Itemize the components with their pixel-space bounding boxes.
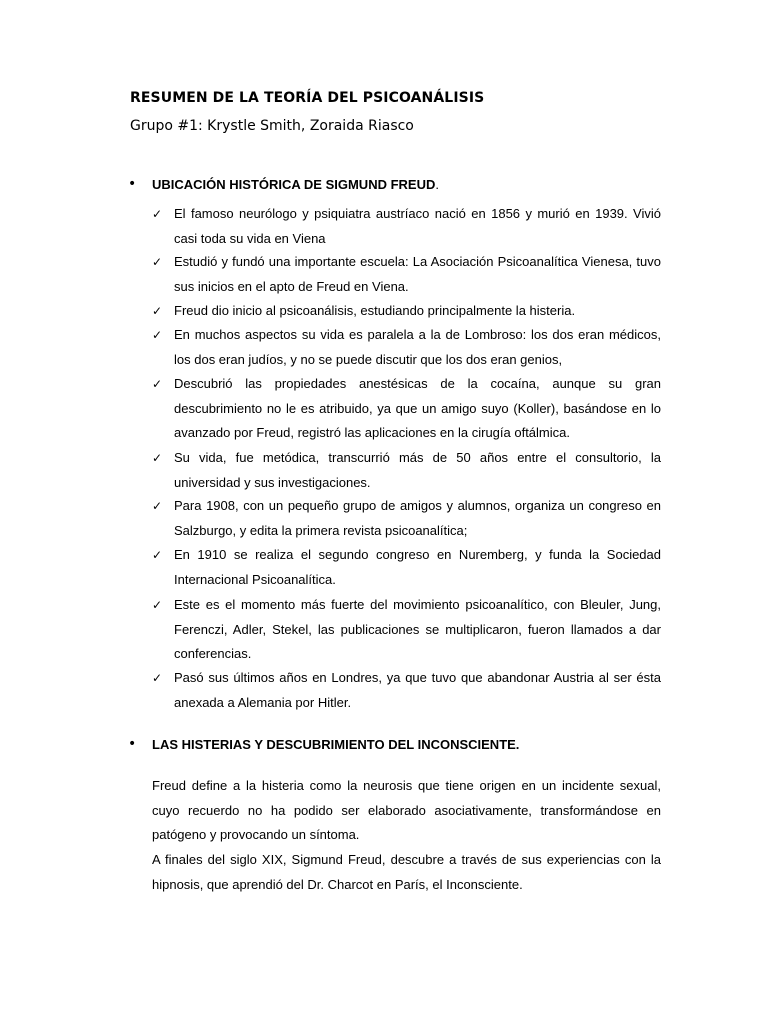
document-title: RESUMEN DE LA TEORÍA DEL PSICOANÁLISIS: [130, 90, 485, 106]
list-item-text: Freud dio inicio al psicoanálisis, estudiando principalmente la histeria.: [174, 303, 576, 318]
checkmark-icon: ✓: [152, 548, 163, 562]
checkmark-icon: ✓: [152, 328, 163, 342]
list-item-text: En 1910 se realiza el segundo congreso en Nuremberg, y funda la Sociedad Internacional Psicoanalítica.: [174, 547, 661, 587]
checkmark-icon: ✓: [152, 377, 163, 391]
checkmark-icon: ✓: [152, 499, 163, 513]
section2-paragraph: Freud define a la histeria como la neurosis que tiene origen en un incidente sexual, cuyo recuerdo no ha podido ser elaborado asociativamente, transformándose en patógeno y provocando un síntoma.: [152, 778, 661, 842]
document-subtitle: Grupo #1: Krystle Smith, Zoraida Riasco: [130, 118, 414, 134]
section1-heading: [152, 177, 439, 192]
checkmark-icon: ✓: [152, 255, 163, 269]
list-item-text: Su vida, fue metódica, transcurrió más de 50 años entre el consultorio, la universidad y sus investigaciones.: [174, 450, 661, 490]
section1-heading-trail: .: [435, 177, 439, 192]
list-item-text: Estudió y fundó una importante escuela: La Asociación Psicoanalítica Vienesa, tuvo sus inicios en el apto de Freud en Viena.: [174, 254, 661, 294]
checkmark-icon: ✓: [152, 671, 163, 685]
list-item-text: Descubrió las propiedades anestésicas de la cocaína, aunque su gran descubrimiento no le es atribuido, ya que un amigo suyo (Koller), basándose en lo avanzado por Freud, registró las aplicaciones en la cirugía oftálmica.: [174, 376, 661, 440]
filled-circle-bullet-icon: •: [128, 176, 137, 192]
list-item-text: Para 1908, con un pequeño grupo de amigos y alumnos, organiza un congreso en Salzburgo, y edita la primera revista psicoanalítica;: [174, 498, 661, 538]
checkmark-icon: ✓: [152, 304, 163, 318]
list-item-text: Este es el momento más fuerte del movimiento psicoanalítico, con Bleuler, Jung, Ferenczi, Adler, Stekel, las publicaciones se multiplicaron, fueron llamados a dar conferencias.: [174, 597, 661, 661]
section2-heading: LAS HISTERIAS Y DESCUBRIMIENTO DEL INCONSCIENTE.: [152, 737, 520, 752]
filled-circle-bullet-icon: •: [128, 736, 137, 752]
section1-heading-text: UBICACIÓN HISTÓRICA DE SIGMUND FREUD: [152, 177, 436, 192]
checkmark-icon: ✓: [152, 207, 163, 221]
checkmark-icon: ✓: [152, 598, 163, 612]
list-item-text: El famoso neurólogo y psiquiatra austríaco nació en 1856 y murió en 1939. Vivió casi toda su vida en Viena: [174, 206, 661, 246]
checkmark-icon: ✓: [152, 451, 163, 465]
list-item-text: Pasó sus últimos años en Londres, ya que tuvo que abandonar Austria al ser ésta anexada a Alemania por Hitler.: [174, 670, 661, 710]
list-item-text: En muchos aspectos su vida es paralela a la de Lombroso: los dos eran médicos, los dos eran judíos, y no se puede discutir que los dos eran genios,: [174, 327, 661, 367]
section2-paragraph: A finales del siglo XIX, Sigmund Freud, descubre a través de sus experiencias con la hipnosis, que aprendió del Dr. Charcot en París, el Inconsciente.: [152, 852, 661, 892]
